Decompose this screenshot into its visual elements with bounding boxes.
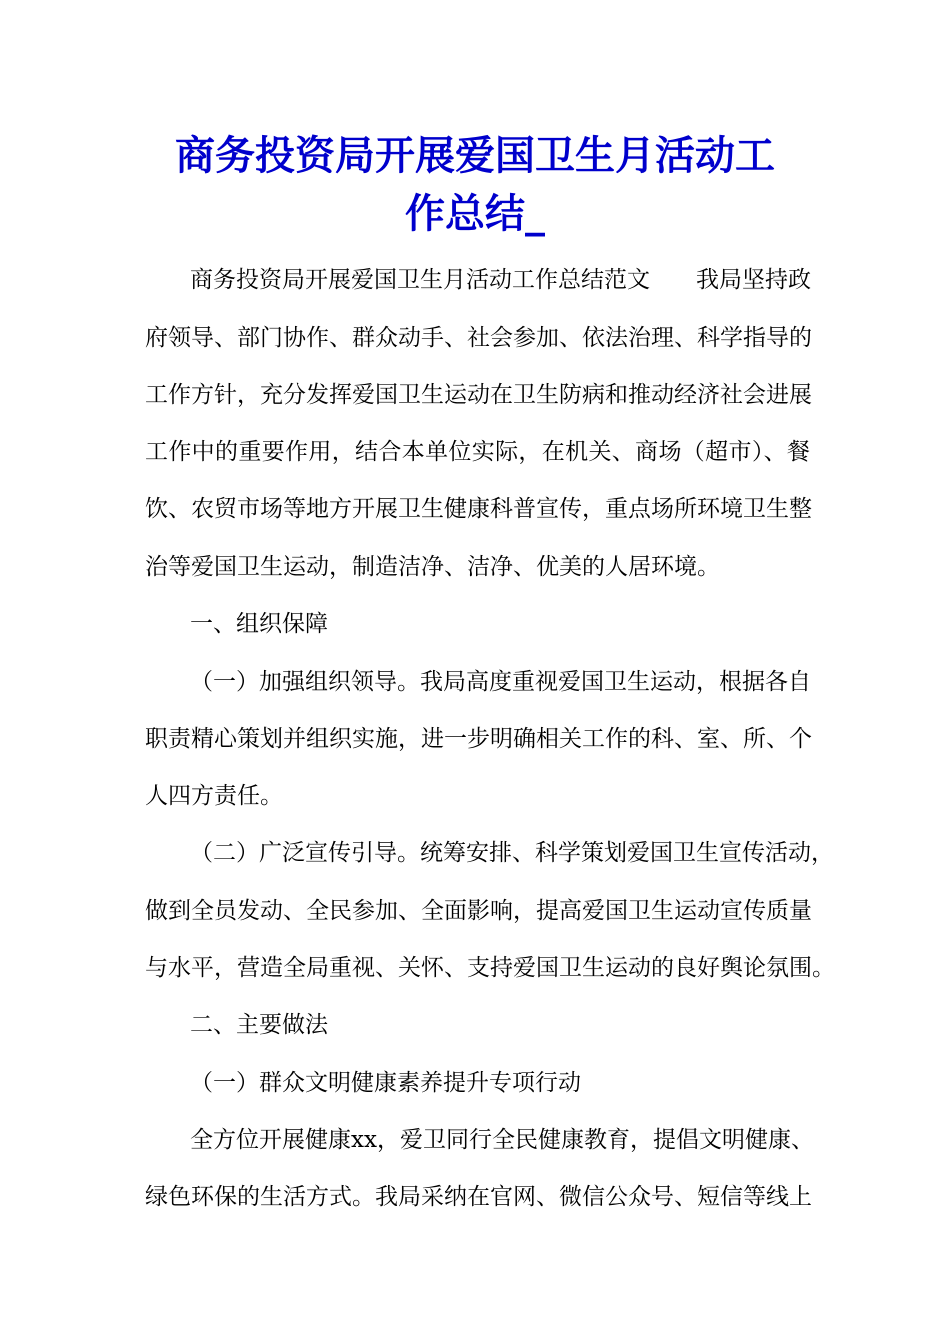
body-line-5: 饮、农贸市场等地方开展卫生健康科普宣传，重点场所环境卫生整	[145, 496, 812, 522]
document-title-line-2: 作总结_	[405, 190, 545, 237]
body-line-10: （二）广泛宣传引导。统筹安排、科学策划爱国卫生宣传活动，	[190, 840, 834, 866]
body-line-6: 治等爱国卫生运动，制造洁净、洁净、优美的人居环境。	[145, 554, 720, 580]
body-line-8: 职责精心策划并组织实施，进一步明确相关工作的科、室、所、个	[145, 726, 812, 752]
section-heading-1: 一、组织保障	[190, 611, 328, 637]
body-line-12: 与水平，营造全局重视、关怀、支持爱国卫生运动的良好舆论氛围。	[145, 955, 835, 981]
section-heading-2: 二、主要做法	[190, 1012, 328, 1038]
body-line-3: 工作方针，充分发挥爱国卫生运动在卫生防病和推动经济社会进展	[145, 382, 812, 408]
subsection-heading-1: （一）群众文明健康素养提升专项行动	[190, 1070, 581, 1096]
document-title-line-1: 商务投资局开展爱国卫生月活动工	[175, 132, 775, 179]
body-line-13: 全方位开展健康xx，爱卫同行全民健康教育，提倡文明健康、	[190, 1127, 814, 1153]
body-line-14: 绿色环保的生活方式。我局采纳在官网、微信公众号、短信等线上	[145, 1184, 812, 1210]
body-line-2: 府领导、部门协作、群众动手、社会参加、依法治理、科学指导的	[145, 325, 812, 351]
body-line-4: 工作中的重要作用，结合本单位实际，在机关、商场（超市）、餐	[145, 439, 810, 465]
body-line-1: 商务投资局开展爱国卫生月活动工作总结范文 我局坚持政	[190, 267, 811, 293]
body-line-11: 做到全员发动、全民参加、全面影响，提高爱国卫生运动宣传质量	[145, 898, 812, 924]
body-line-7: （一）加强组织领导。我局高度重视爱国卫生运动，根据各自	[190, 669, 811, 695]
body-line-9: 人四方责任。	[145, 783, 283, 809]
